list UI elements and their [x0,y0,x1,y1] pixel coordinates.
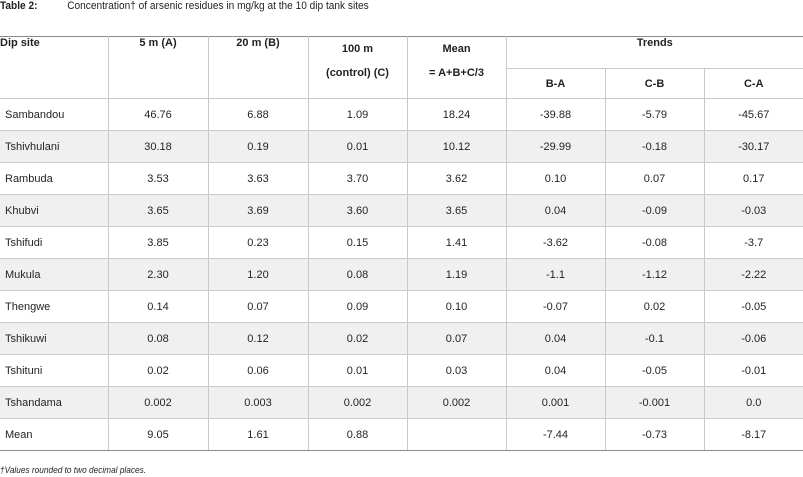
cell-100m: 0.02 [308,323,407,355]
cell-trend-c-a: -0.01 [704,355,803,387]
header-100m-line2: (control) (C) [326,67,389,79]
cell-mean [407,419,506,451]
cell-100m: 0.88 [308,419,407,451]
cell-trend-c-b: -0.05 [605,355,704,387]
cell-trend-c-b: -0.73 [605,419,704,451]
cell-trend-b-a: 0.04 [506,195,605,227]
cell-mean: 0.10 [407,291,506,323]
cell-trend-c-b: -5.79 [605,99,704,131]
table-header [0,37,803,99]
table-row [0,291,803,323]
cell-trend-b-a: 0.04 [506,323,605,355]
cell-trend-c-a: -45.67 [704,99,803,131]
table-row [0,387,803,419]
header-100m-line1: 100 m [341,43,374,55]
table-footnote: †Values rounded to two decimal places. [0,465,147,475]
table-title: Concentration† of arsenic residues in mg/kg at the 10 dip tank sites [67,0,369,12]
table-row [0,355,803,387]
cell-trend-c-b: -0.18 [605,131,704,163]
cell-mean: 1.19 [407,259,506,291]
table-body [0,99,803,451]
cell-trend-b-a: 0.04 [506,355,605,387]
cell-site: Tshivhulani [0,131,108,163]
table-row [0,99,803,131]
header-trend-b-a: B-A [506,69,605,99]
table-row [0,227,803,259]
cell-100m: 3.70 [308,163,407,195]
cell-mean: 3.65 [407,195,506,227]
cell-mean: 0.03 [407,355,506,387]
cell-20m: 0.12 [208,323,308,355]
header-mean [407,37,506,99]
header-5m: 5 m (A) [108,37,208,99]
cell-trend-b-a: 0.10 [506,163,605,195]
cell-5m: 46.76 [108,99,208,131]
cell-trend-c-a: -0.06 [704,323,803,355]
header-dip-site: Dip site [0,37,108,99]
cell-5m: 30.18 [108,131,208,163]
cell-100m: 0.09 [308,291,407,323]
cell-100m: 0.08 [308,259,407,291]
table-row [0,259,803,291]
cell-trend-b-a: -39.88 [506,99,605,131]
cell-mean: 3.62 [407,163,506,195]
cell-trend-c-b: -1.12 [605,259,704,291]
cell-5m: 3.53 [108,163,208,195]
cell-100m: 1.09 [308,99,407,131]
cell-20m: 3.69 [208,195,308,227]
header-trends: Trends [506,37,803,69]
cell-5m: 9.05 [108,419,208,451]
cell-site: Khubvi [0,195,108,227]
cell-20m: 1.20 [208,259,308,291]
cell-site: Tshandama [0,387,108,419]
cell-20m: 3.63 [208,163,308,195]
cell-5m: 0.02 [108,355,208,387]
cell-5m: 3.65 [108,195,208,227]
cell-mean: 10.12 [407,131,506,163]
cell-20m: 0.07 [208,291,308,323]
arsenic-table [0,36,803,451]
cell-5m: 3.85 [108,227,208,259]
cell-trend-b-a: -3.62 [506,227,605,259]
cell-site: Sambandou [0,99,108,131]
header-trend-c-a: C-A [704,69,803,99]
table-row [0,163,803,195]
cell-100m: 3.60 [308,195,407,227]
table-row [0,131,803,163]
cell-5m: 0.002 [108,387,208,419]
cell-trend-b-a: -7.44 [506,419,605,451]
cell-trend-c-b: 0.02 [605,291,704,323]
cell-trend-b-a: 0.001 [506,387,605,419]
cell-20m: 0.003 [208,387,308,419]
cell-20m: 0.19 [208,131,308,163]
cell-5m: 0.08 [108,323,208,355]
cell-mean: 0.002 [407,387,506,419]
cell-site: Tshikuwi [0,323,108,355]
cell-site: Mean [0,419,108,451]
cell-100m: 0.01 [308,355,407,387]
cell-trend-c-a: -30.17 [704,131,803,163]
header-100m [308,37,407,99]
cell-trend-c-a: 0.0 [704,387,803,419]
cell-5m: 0.14 [108,291,208,323]
cell-site: Tshifudi [0,227,108,259]
cell-trend-b-a: -0.07 [506,291,605,323]
table-row-mean [0,419,803,451]
table-label: Table 2: [0,0,38,12]
cell-20m: 0.06 [208,355,308,387]
cell-trend-c-a: -8.17 [704,419,803,451]
cell-100m: 0.15 [308,227,407,259]
cell-trend-c-a: -2.22 [704,259,803,291]
cell-5m: 2.30 [108,259,208,291]
cell-site: Tshituni [0,355,108,387]
cell-mean: 0.07 [407,323,506,355]
cell-20m: 6.88 [208,99,308,131]
cell-trend-c-b: -0.001 [605,387,704,419]
cell-site: Rambuda [0,163,108,195]
cell-20m: 0.23 [208,227,308,259]
cell-trend-c-a: 0.17 [704,163,803,195]
table-row [0,195,803,227]
cell-trend-c-a: -0.03 [704,195,803,227]
header-mean-line2: = A+B+C/3 [429,67,484,79]
cell-trend-c-a: -0.05 [704,291,803,323]
cell-mean: 18.24 [407,99,506,131]
cell-trend-c-b: 0.07 [605,163,704,195]
cell-trend-b-a: -29.99 [506,131,605,163]
cell-trend-c-b: -0.09 [605,195,704,227]
cell-trend-b-a: -1.1 [506,259,605,291]
header-trend-c-b: C-B [605,69,704,99]
cell-100m: 0.002 [308,387,407,419]
cell-mean: 1.41 [407,227,506,259]
header-mean-line1: Mean [442,43,471,55]
table-caption [0,0,369,14]
cell-site: Mukula [0,259,108,291]
header-20m: 20 m (B) [208,37,308,99]
table-row [0,323,803,355]
cell-trend-c-b: -0.08 [605,227,704,259]
cell-trend-c-a: -3.7 [704,227,803,259]
cell-100m: 0.01 [308,131,407,163]
cell-site: Thengwe [0,291,108,323]
cell-trend-c-b: -0.1 [605,323,704,355]
cell-20m: 1.61 [208,419,308,451]
